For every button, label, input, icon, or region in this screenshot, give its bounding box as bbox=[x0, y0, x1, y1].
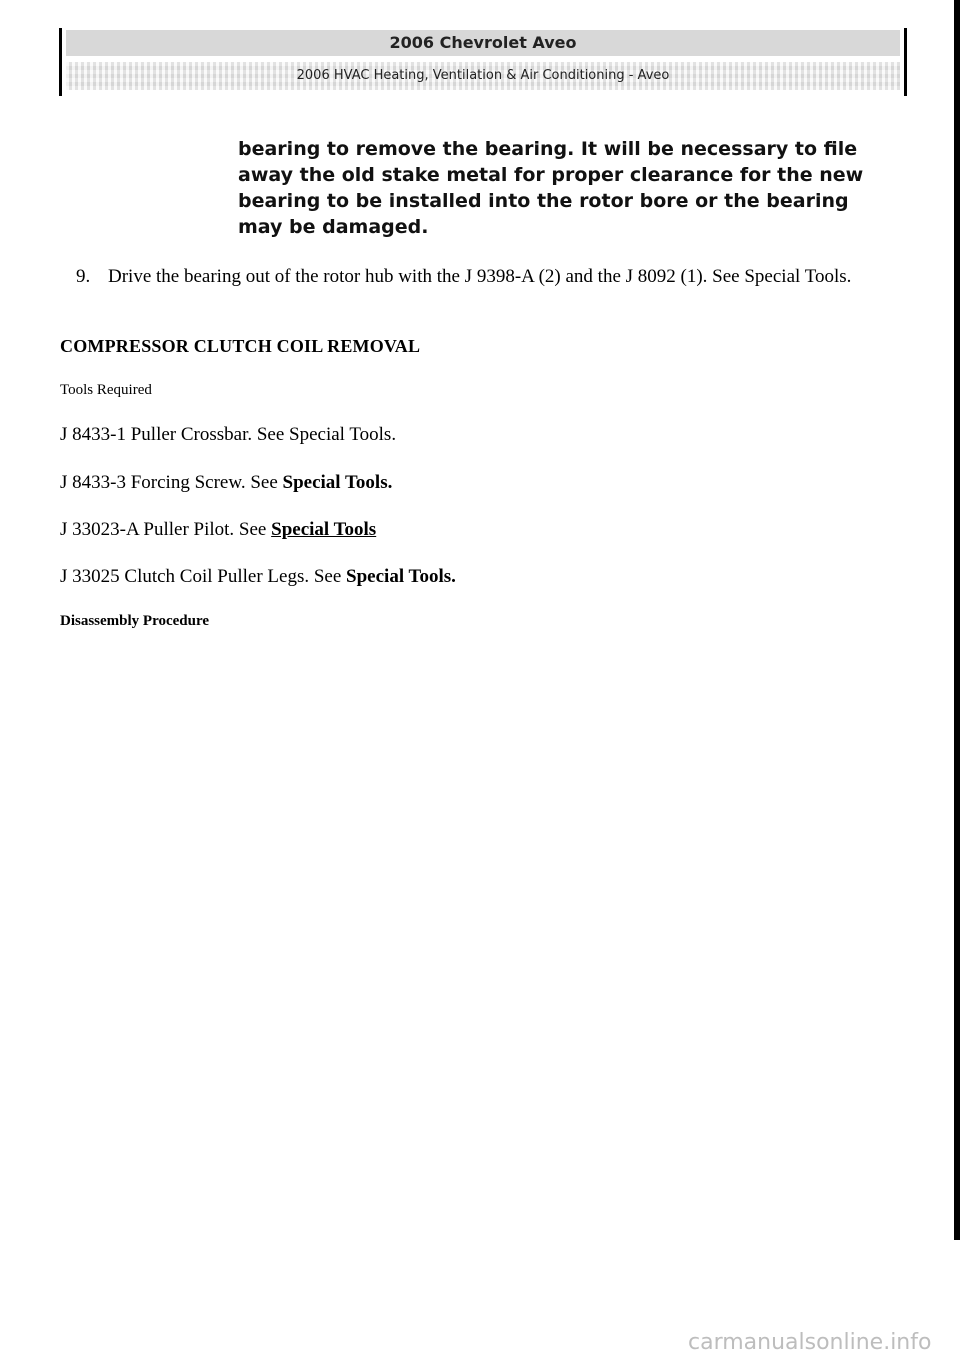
procedure-heading: Disassembly Procedure bbox=[60, 613, 210, 629]
caution-note: bearing to remove the bearing. It will be necessary to file away the old stake metal for proper clearance for the new bearing to be installed into the rotor bore or the bearing may be damaged. bbox=[238, 138, 864, 238]
special-tools-link[interactable]: Special Tools bbox=[271, 519, 377, 540]
tool-item bbox=[60, 519, 376, 541]
section-title: COMPRESSOR CLUTCH COIL REMOVAL bbox=[60, 336, 421, 356]
tool-text: J 8433-1 Puller Crossbar. See Special Tools. bbox=[60, 424, 397, 445]
header-subtitle: 2006 HVAC Heating, Ventilation & Air Conditioning - Aveo bbox=[66, 62, 900, 90]
tool-text: J 8433-3 Forcing Screw. See bbox=[60, 472, 283, 493]
tool-item bbox=[60, 566, 456, 588]
tool-text: J 33025 Clutch Coil Puller Legs. See bbox=[60, 566, 347, 587]
tool-text: J 33023-A Puller Pilot. See bbox=[60, 519, 272, 540]
special-tools-link[interactable]: Special Tools. bbox=[282, 472, 393, 493]
watermark: carmanualsonline.info bbox=[688, 1330, 932, 1355]
step-number: 9. bbox=[76, 266, 91, 287]
page-header bbox=[59, 28, 907, 96]
page-edge-divider bbox=[954, 0, 960, 1240]
header-title: 2006 Chevrolet Aveo bbox=[66, 30, 900, 56]
tool-item bbox=[60, 472, 392, 494]
tools-required-heading: Tools Required bbox=[60, 382, 152, 398]
special-tools-link[interactable]: Special Tools. bbox=[346, 566, 456, 587]
tool-item bbox=[60, 424, 396, 446]
procedure-step-9 bbox=[76, 264, 896, 289]
step-text: Drive the bearing out of the rotor hub with the J 9398-A (2) and the J 8092 (1). See Special Tools. bbox=[108, 266, 852, 287]
